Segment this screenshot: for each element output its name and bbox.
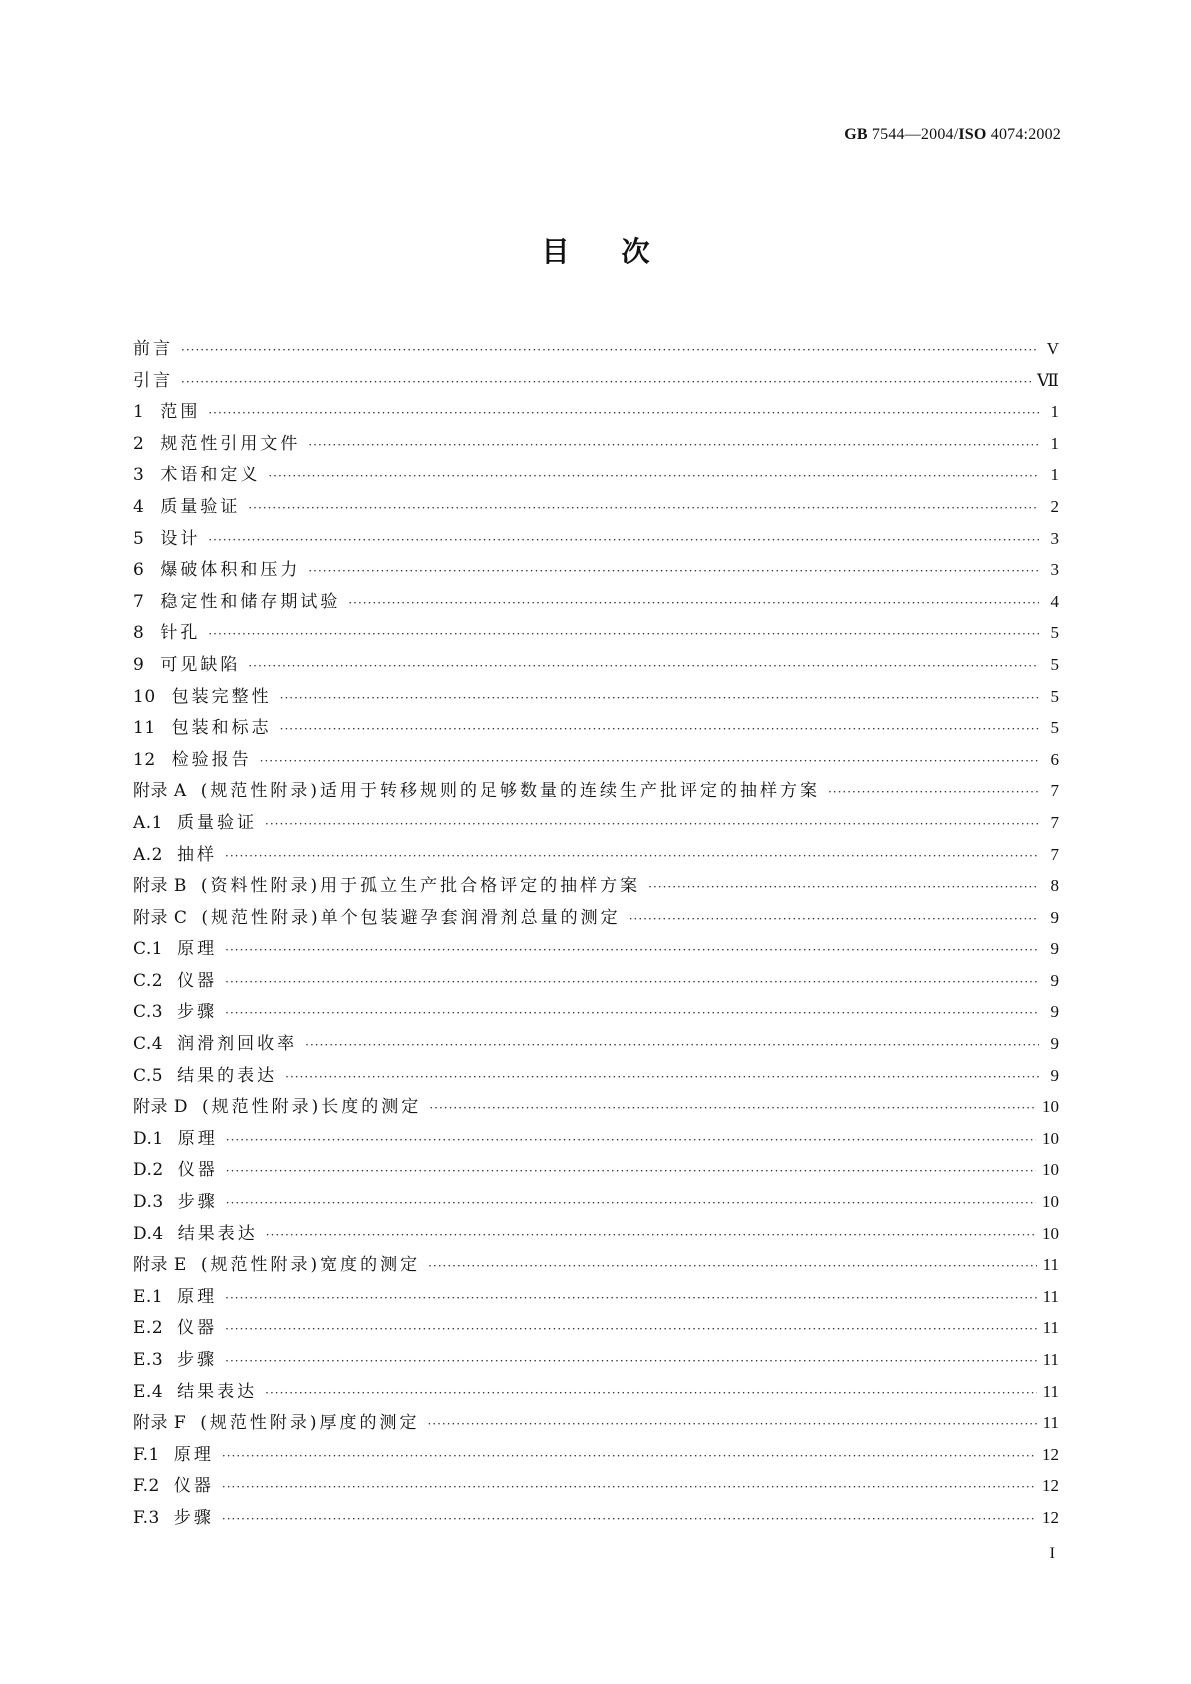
toc-entry-label: (资料性附录)用于孤立生产批合格评定的抽样方案 [200,876,641,897]
toc-entry-number: D.2 [133,1160,164,1181]
toc-entry-page: 10 [1042,1192,1059,1212]
toc-entry-label: 针孔 [160,623,201,644]
toc-entry-number: 11 [133,718,156,739]
toc-leader-dots [285,1062,1039,1094]
toc-entry-number: D.4 [133,1223,164,1244]
toc-entry-number: 9 [133,654,145,675]
toc-leader-dots [226,1125,1036,1157]
toc-entry-number: A.1 [133,812,163,833]
toc-entry-number: 2 [133,433,145,454]
toc-entry-label: 规范性引用文件 [160,433,301,454]
toc-entry-label: 设计 [160,528,201,549]
toc-leader-dots [428,1251,1037,1283]
toc-leader-dots [208,525,1039,557]
standard-iso-number: 4074:2002 [986,126,1061,143]
toc-leader-dots [226,1188,1036,1220]
toc-entry-page: 10 [1042,1128,1059,1148]
toc-leader-dots [222,1472,1036,1504]
toc-entry[interactable] [133,1123,1059,1155]
toc-entry-label: 原理 [177,1286,218,1307]
toc-leader-dots [266,1220,1036,1252]
toc-leader-dots [308,556,1039,588]
toc-entry[interactable] [133,649,1059,681]
toc-entry[interactable] [133,459,1059,491]
toc-entry[interactable] [133,1502,1059,1534]
toc-entry-number: E.3 [133,1350,164,1370]
toc-entry-label: 范围 [160,402,201,423]
toc-entry[interactable] [133,1344,1059,1376]
toc-entry-page: 11 [1042,1255,1059,1275]
toc-entry-label: 仪器 [177,970,218,991]
toc-entry[interactable] [133,1376,1059,1408]
toc-entry[interactable] [133,365,1059,397]
toc-entry[interactable] [133,617,1059,649]
toc-leader-dots [248,651,1039,683]
toc-entry-label: (规范性附录)长度的测定 [202,1097,422,1118]
toc-leader-dots [222,1504,1036,1536]
toc-entry-page: 9 [1050,1065,1059,1085]
toc-entry-number: C.5 [133,1065,164,1086]
toc-entry-label: 包装和标志 [171,718,272,739]
toc-entry-number: E.1 [133,1286,164,1307]
toc-entry-number: 附录 C [133,907,188,928]
toc-entry-label: 爆破体积和压力 [160,560,301,581]
toc-leader-dots [181,367,1031,399]
table-of-contents [133,333,1059,1534]
toc-entry-page: 4 [1050,591,1059,611]
toc-entry-number: 附录 D [133,1097,189,1118]
toc-entry-label: 仪器 [177,1318,218,1339]
toc-leader-dots [225,998,1039,1030]
toc-entry-number: 1 [133,402,145,423]
toc-leader-dots [828,777,1039,809]
toc-entry-page: 11 [1042,1286,1059,1306]
toc-entry-label: 引言 [133,370,173,391]
toc-entry-number: 附录 E [133,1255,187,1276]
toc-entry-label: (规范性附录)单个包装避孕套润滑剂总量的测定 [201,907,621,928]
toc-entry-page: Ⅶ [1037,370,1059,390]
toc-entry-number: 8 [133,623,145,644]
toc-entry-label: 结果表达 [177,1381,258,1402]
toc-entry-page: 10 [1042,1097,1059,1117]
toc-entry-page: 12 [1042,1444,1059,1464]
toc-entry-number: C.3 [133,1002,164,1023]
toc-entry[interactable] [133,554,1059,586]
toc-entry-page: 1 [1050,402,1059,422]
toc-leader-dots [208,619,1039,651]
toc-leader-dots [225,1283,1036,1315]
toc-entry[interactable] [133,428,1059,460]
toc-entry-label: 结果表达 [177,1223,258,1244]
toc-leader-dots [280,683,1039,715]
toc-entry[interactable] [133,333,1059,365]
toc-entry-page: 9 [1050,1002,1059,1022]
toc-leader-dots [225,967,1039,999]
toc-entry-label: 检验报告 [171,749,252,770]
toc-entry-page: 10 [1042,1223,1059,1243]
toc-entry-number: F.1 [133,1444,160,1465]
toc-entry-number: 附录 B [133,876,187,897]
toc-entry-page: 12 [1042,1507,1059,1527]
toc-entry-page: 5 [1050,718,1059,738]
toc-entry-number: C.4 [133,1034,164,1055]
toc-entry-label: 稳定性和储存期试验 [160,591,341,612]
toc-entry-page: 11 [1042,1413,1059,1433]
page-title: 目次 [541,235,702,268]
toc-entry-number: 10 [133,686,156,707]
toc-entry-label: 步骤 [177,1350,218,1370]
toc-entry-page: 9 [1050,970,1059,990]
standard-gb-prefix: GB [844,126,868,143]
toc-entry[interactable] [133,1091,1059,1123]
toc-leader-dots [226,1156,1036,1188]
toc-entry[interactable] [133,1154,1059,1186]
toc-entry[interactable] [133,902,1059,934]
toc-entry[interactable] [133,775,1059,807]
toc-entry-page: 3 [1050,528,1059,548]
toc-entry[interactable] [133,744,1059,776]
toc-entry-page: 7 [1050,844,1059,864]
toc-entry-page: 7 [1050,812,1059,832]
toc-leader-dots [225,1346,1036,1378]
toc-entry-number: A.2 [133,844,163,865]
toc-leader-dots [265,1378,1036,1410]
toc-entry-label: 质量验证 [177,812,257,833]
toc-entry-page: 5 [1050,654,1059,674]
toc-entry-label: 仪器 [173,1476,214,1497]
toc-entry-page: 5 [1050,686,1059,706]
toc-entry-number: 附录 A [133,781,187,802]
toc-leader-dots [280,714,1039,746]
toc-entry[interactable] [133,870,1059,902]
toc-entry-label: 可见缺陷 [160,654,241,675]
toc-entry-page: 7 [1050,781,1059,801]
toc-entry-label: 抽样 [177,844,217,865]
toc-entry[interactable] [133,1218,1059,1250]
toc-entry[interactable] [133,1249,1059,1281]
toc-entry-number: 5 [133,528,145,549]
toc-leader-dots [222,1441,1036,1473]
toc-entry-label: 仪器 [177,1160,218,1181]
page-number: I [1049,1545,1055,1562]
toc-entry-label: (规范性附录)宽度的测定 [200,1255,421,1276]
toc-leader-dots [265,809,1039,841]
toc-entry-label: 术语和定义 [160,465,261,486]
toc-entry-number: E.2 [133,1318,164,1339]
toc-entry-page: 10 [1042,1160,1059,1180]
toc-entry-label: 前言 [133,339,173,359]
standard-number [844,126,1061,144]
toc-entry-page: 12 [1042,1476,1059,1496]
toc-leader-dots [208,398,1039,430]
toc-entry-label: (规范性附录)适用于转移规则的足够数量的连续生产批评定的抽样方案 [200,781,820,802]
toc-entry[interactable] [133,586,1059,618]
toc-entry-number: 7 [133,591,145,612]
toc-entry-number: D.3 [133,1192,164,1213]
toc-entry[interactable] [133,1470,1059,1502]
toc-entry-label: 质量验证 [160,496,241,517]
toc-entry-page: 11 [1042,1318,1059,1338]
toc-leader-dots [348,588,1039,620]
toc-entry-page: 9 [1050,939,1059,959]
toc-entry[interactable] [133,839,1059,871]
toc-entry[interactable] [133,1028,1059,1060]
toc-entry-label: 润滑剂回收率 [177,1034,298,1055]
toc-entry[interactable] [133,1281,1059,1313]
toc-entry[interactable] [133,965,1059,997]
toc-entry[interactable] [133,1439,1059,1471]
toc-entry-number: F.3 [133,1507,160,1528]
toc-entry-number: E.4 [133,1381,164,1402]
toc-entry-label: 原理 [177,939,218,960]
toc-entry-number: D.1 [133,1128,164,1149]
toc-leader-dots [225,1314,1036,1346]
toc-entry-number: 6 [133,560,145,581]
toc-entry-page: 6 [1050,749,1059,769]
toc-entry[interactable] [133,396,1059,428]
toc-entry[interactable] [133,1312,1059,1344]
toc-entry[interactable] [133,1186,1059,1218]
toc-entry[interactable] [133,807,1059,839]
toc-entry[interactable] [133,681,1059,713]
toc-entry-number: C.2 [133,970,164,991]
toc-entry[interactable] [133,1407,1059,1439]
toc-entry-label: (规范性附录)厚度的测定 [200,1413,420,1434]
toc-entry-page: V [1046,339,1059,358]
toc-entry-number: F.2 [133,1476,160,1497]
toc-entry-number: 4 [133,496,145,517]
toc-entry-page: 11 [1042,1350,1059,1369]
toc-entry[interactable] [133,996,1059,1028]
toc-entry-page: 11 [1042,1381,1059,1401]
toc-entry-label: 原理 [173,1444,214,1465]
toc-entry-number: 3 [133,465,145,486]
toc-entry[interactable] [133,933,1059,965]
toc-leader-dots [427,1409,1036,1441]
toc-leader-dots [260,746,1039,778]
toc-entry-page: 8 [1050,876,1059,896]
toc-entry-label: 步骤 [173,1507,214,1528]
toc-entry-number: 附录 F [133,1413,187,1434]
toc-entry[interactable] [133,1060,1059,1092]
toc-entry-page: 9 [1050,907,1059,927]
toc-entry-page: 3 [1050,560,1059,580]
toc-leader-dots [225,935,1039,967]
standard-gb-number: 7544—2004/ [867,126,959,143]
toc-leader-dots [629,904,1039,936]
toc-entry-page: 2 [1050,496,1059,516]
toc-leader-dots [648,872,1039,904]
toc-leader-dots [181,335,1039,367]
toc-leader-dots [248,493,1039,525]
toc-entry-page: 1 [1050,465,1059,485]
toc-entry-page: 5 [1050,623,1059,643]
toc-entry-label: 原理 [177,1128,218,1149]
toc-entry-label: 包装完整性 [171,686,272,707]
toc-entry-page: 9 [1050,1034,1059,1054]
toc-leader-dots [429,1093,1036,1125]
toc-entry[interactable] [133,491,1059,523]
toc-entry-number: 12 [133,749,156,770]
toc-entry[interactable] [133,712,1059,744]
toc-entry-label: 步骤 [177,1002,218,1023]
toc-entry[interactable] [133,523,1059,555]
toc-entry-page: 1 [1050,433,1059,453]
toc-entry-label: 步骤 [177,1192,218,1213]
toc-leader-dots [308,430,1039,462]
toc-leader-dots [268,461,1039,493]
toc-leader-dots [305,1030,1039,1062]
toc-entry-label: 结果的表达 [177,1065,278,1086]
toc-entry-number: C.1 [133,939,164,960]
standard-iso-prefix: ISO [958,126,987,143]
toc-leader-dots [225,841,1039,873]
